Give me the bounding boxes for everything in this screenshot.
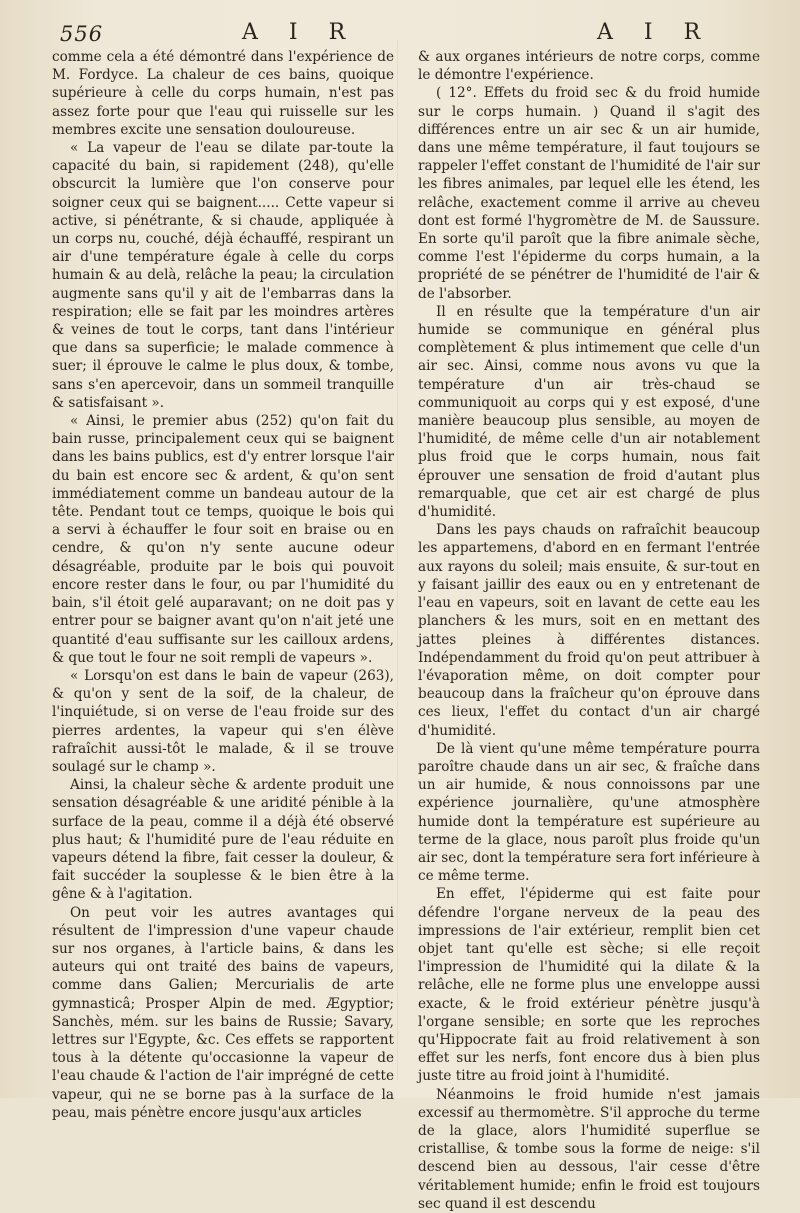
running-title-left: A I R [242,20,358,45]
paragraph: Dans les pays chauds on rafraîchit beaucoup les appartemens, d'abord en en fermant l'entrée aux rayons du soleil; mais ensuite, & sur-tout en y faisant jaillir des eaux ou en y entretenant de l'eau en vapeurs, soit en lavant de cette eau les planchers & les murs, soit en en mettant des jattes pleines à différentes distances. Indépendamment du froid qu'on peut attribuer à l'évaporation même, on doit compter pour beaucoup dans la fraîcheur qu'on éprouve dans ces lieux, l'effet du contact d'un air chargé d'humidité. [418,522,760,739]
paragraph: En effet, l'épiderme qui est faite pour défendre l'organe nerveux de la peau des impressions de l'air extérieur, remplit bien cet objet tant qu'elle est sèche; si elle reçoit l'impression de l'humidité qui la dilate & la relâche, elle ne forme plus une enveloppe aussi exacte, & le froid extérieur pénètre jusqu'à l'organe sensible; en sorte que les reproches qu'Hippocrate fait au froid relativement à son effet sur les nerfs, font encore dus à bien plus juste titre au froid joint à l'humidité. [418,886,760,1085]
paragraph: De là vient qu'une même température pourra paroître chaude dans un air sec, & fraîche dans un air humide, & nous connoissons par une expérience journalière, qu'une atmosphère humide dont la température est supérieure au terme de la glace, nous paroît plus froide qu'un air sec, dont la température sera fort inférieure à ce même terme. [418,740,760,885]
page-number: 556 [60,22,104,46]
column-gutter [397,40,398,1080]
right-column [418,48,760,1213]
paragraph: « La vapeur de l'eau se dilate par-toute la capacité du bain, si rapidement (248), qu'elle obscurcit la lumière que l'on conserve pour soigner ceux qui se baignent..... Cette vapeur si active, si pénétrante, & si chaude, appliquée à un corps nu, couché, déjà échauffé, respirant un air d'une température égale à celle du corps humain & au delà, relâche la peau; la circulation augmente sans qu'il y ait de l'embarras dans la respiration; elle se fait par les moindres artères & veines de tout le corps, tant dans l'intérieur que dans sa superficie; le malade commence à suer; il éprouve le calme le plus doux, & tombe, sans s'en apercevoir, dans un sommeil tranquille & satisfaisant ». [52,140,394,411]
left-column [52,48,394,1213]
paragraph: comme cela a été démontré dans l'expérience de M. Fordyce. La chaleur de ces bains, quoique supérieure à celle du corps humain, n'est pas assez forte pour que l'eau qui ruisselle sur les membres excite une sensation douloureuse. [52,49,394,138]
text-columns [52,48,760,1213]
section-heading-paragraph: ( 12°. Effets du froid sec & du froid humide sur le corps humain. ) Quand il s'agit des différences entre un air sec & un air humide, dans une même température, il faut toujours se rappeler l'effet constant de l'humidité de l'air sur les fibres animales, par lequel elle les étend, les relâche, exactement comme il arrive au cheveu dont est formé l'hygromètre de M. de Saussure. En sorte qu'il paroît que la fibre animale sèche, comme l'est l'épiderme du corps humain, a la propriété de se pénétrer de l'humidité de l'air & de l'absorber. [418,85,760,302]
running-title-right: A I R [597,20,713,45]
paragraph: « Ainsi, le premier abus (252) qu'on fait du bain russe, principalement ceux qui se baignent dans les bains publics, est d'y entrer lorsque l'air du bain est encore sec & ardent, & qu'on sent immédiatement comme un bandeau autour de la tête. Pendant tout ce temps, quoique le bois qui a servi à échauffer le four soit en braise ou en cendre, & qu'on n'y sente aucune odeur désagréable, produite par le bois qui pouvoit encore rester dans le four, ou par l'humidité du bain, s'il étoit gelé auparavant; on ne doit pas y entrer pour se baigner avant qu'on n'ait jeté une quantité d'eau suffisante sur les cailloux ardens, & que tout le four ne soit rempli de vapeurs ». [52,413,394,666]
paragraph: On peut voir les autres avantages qui résultent de l'impression d'une vapeur chaude sur nos organes, à l'article bains, & dans les auteurs qui ont traité des bains de vapeurs, comme dans Galien; Mercurialis de arte gymnasticâ; Prosper Alpin de med. Ægyptior; Sanchès, mém. sur les bains de Russie; Savary, lettres sur l'Egypte, &c. Ces effets se rapportent tous à la détente qu'occasionne la vapeur de l'eau chaude & l'action de l'air imprégné de cette vapeur, qui ne se borne pas à la surface de la peau, mais pénètre encore jusqu'aux articles [52,904,394,1121]
running-header [52,14,760,48]
paragraph: & aux organes intérieurs de notre corps, comme le démontre l'expérience. [418,49,760,84]
paragraph: Il en résulte que la température d'un air humide se communique en général plus complètement & plus intimement que celle d'un air sec. Ainsi, comme nous avons vu que la température d'un air très-chaud se communiquoit au corps qui y est exposé, d'une manière beaucoup plus sensible, au moyen de l'humidité, de même celle d'un air notablement plus froid que le corps humain, nous fait éprouver une sensation de froid d'autant plus remarquable, que cet air est chargé de plus d'humidité. [418,303,760,521]
paragraph: « Lorsqu'on est dans le bain de vapeur (263), & qu'on y sent de la soif, de la chaleur, de l'inquiétude, si on verse de l'eau froide sur des pierres ardentes, la vapeur qui s'en élève rafraîchit aussi-tôt le malade, & il se trouve soulagé sur le champ ». [52,667,394,775]
paragraph: Ainsi, la chaleur sèche & ardente produit une sensation désagréable & une aridité pénible à la surface de la peau, comme il a déjà été observé plus haut; & l'humidité pure de l'eau réduite en vapeurs détend la fibre, fait cesser la douleur, & fait succéder la souplesse & le bien être à la gêne & à l'agitation. [52,777,394,903]
paragraph: Néanmoins le froid humide n'est jamais excessif au thermomètre. S'il approche du terme de la glace, alors l'humidité superflue se cristallise, & tombe sous la forme de neige: s'il descend bien au dessous, l'air cesse d'être véritablement humide; enfin le froid est toujours sec quand il est descendu [418,1086,760,1212]
